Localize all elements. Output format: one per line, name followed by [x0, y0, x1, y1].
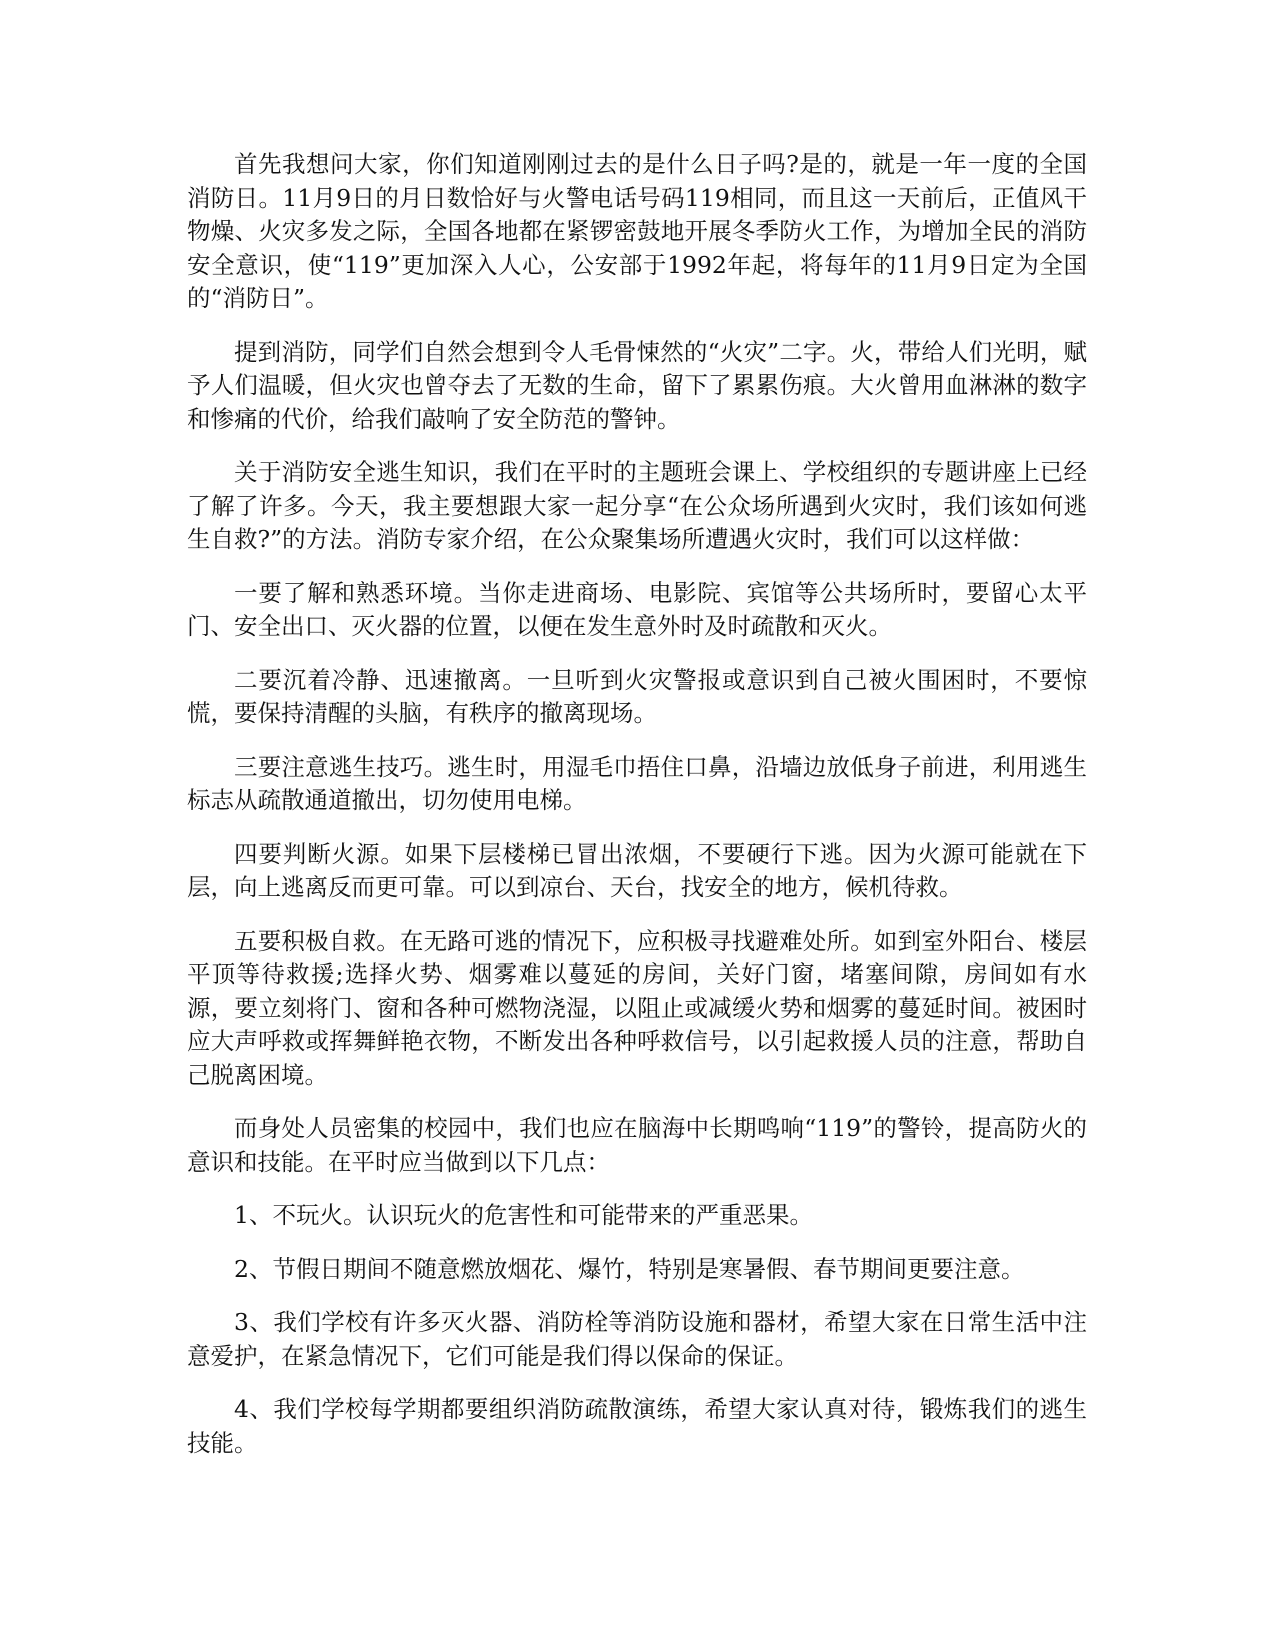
list-item-evacuation-drill: 4、我们学校每学期都要组织消防疏散演练，希望大家认真对待，锻炼我们的逃生技能。	[187, 1395, 1087, 1457]
list-item-no-playing-fire: 1、不玩火。认识玩火的危害性和可能带来的严重恶果。	[234, 1201, 813, 1229]
paragraph-campus-safety-intro: 而身处人员密集的校园中，我们也应在脑海中长期鸣响“119”的警铃，提高防火的意识和技能。在平时应当做到以下几点：	[187, 1114, 1087, 1176]
paragraph-tip-escape-skills: 三要注意逃生技巧。逃生时，用湿毛巾捂住口鼻，沿墙边放低身子前进，利用逃生标志从疏散通道撤出，切勿使用电梯。	[187, 752, 1087, 814]
paragraph-tip-self-rescue: 五要积极自救。在无路可逃的情况下，应积极寻找避难处所。如到室外阳台、楼层平顶等待救援;选择火势、烟雾难以蔓延的房间，关好门窗，堵塞间隙，房间如有水源，要立刻将门、窗和各种可燃物浇湿，以阻止或减缓火势和烟雾的蔓延时间。被困时应大声呼救或挥舞鲜艳衣物，不断发出各种呼救信号，以引起救援人员的注意，帮助自己脱离困境。	[187, 926, 1087, 1089]
paragraph-national-fire-day: 首先我想问大家，你们知道刚刚过去的是什么日子吗?是的，就是一年一度的全国消防日。11月9日的月日数恰好与火警电话号码119相同，而且这一天前后，正值风干物燥、火灾多发之际，全国各地都在紧锣密鼓地开展冬季防火工作，为增加全民的消防安全意识，使“119”更加深入人心，公安部于1992年起，将每年的11月9日定为全国的“消防日”。	[187, 150, 1087, 312]
paragraph-fire-disaster: 提到消防，同学们自然会想到令人毛骨悚然的“火灾”二字。火，带给人们光明，赋予人们温暖，但火灾也曾夺去了无数的生命，留下了累累伤痕。大火曾用血淋淋的数字和惨痛的代价，给我们敲响了安全防范的警钟。	[187, 337, 1087, 433]
paragraph-escape-knowledge-intro: 关于消防安全逃生知识，我们在平时的主题班会课上、学校组织的专题讲座上已经了解了许多。今天，我主要想跟大家一起分享“在公众场所遇到火灾时，我们该如何逃生自救?”的方法。消防专家介绍，在公众聚集场所遭遇火灾时，我们可以这样做：	[187, 458, 1087, 553]
list-item-no-fireworks: 2、节假日期间不随意燃放烟花、爆竹，特别是寒暑假、春节期间更要注意。	[234, 1254, 1025, 1283]
paragraph-tip-know-environment: 一要了解和熟悉环境。当你走进商场、电影院、宾馆等公共场所时，要留心太平门、安全出口、灭火器的位置，以便在发生意外时及时疏散和灭火。	[187, 578, 1087, 640]
document-body	[187, 148, 1087, 1480]
paragraph-tip-stay-calm: 二要沉着冷静、迅速撤离。一旦听到火灾警报或意识到自己被火围困时，不要惊慌，要保持清醒的头脑，有秩序的撤离现场。	[187, 665, 1087, 727]
list-item-protect-equipment: 3、我们学校有许多灭火器、消防栓等消防设施和器材，希望大家在日常生活中注意爱护，在紧急情况下，它们可能是我们得以保命的保证。	[187, 1308, 1087, 1370]
paragraph-tip-judge-fire-source: 四要判断火源。如果下层楼梯已冒出浓烟，不要硬行下逃。因为火源可能就在下层，向上逃离反而更可靠。可以到凉台、天台，找安全的地方，候机待救。	[187, 839, 1087, 901]
